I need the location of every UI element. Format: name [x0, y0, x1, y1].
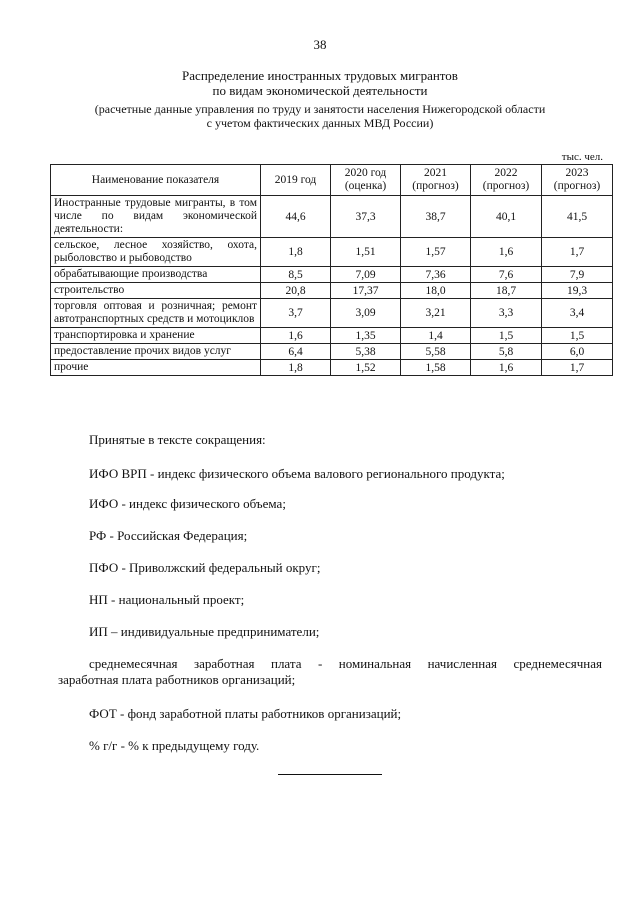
abbreviation-item: заработная плата работников организаций; — [58, 672, 296, 687]
table-cell: 6,0 — [542, 344, 613, 360]
table-cell: 1,7 — [542, 360, 613, 376]
abbreviation-item: среднемесячная заработная плата - номинальная начисленная среднемесячная — [89, 656, 602, 671]
page-number: 38 — [313, 37, 327, 52]
table-row — [51, 360, 613, 376]
table-row — [51, 328, 613, 344]
table-cell: 17,37 — [331, 283, 401, 299]
table-cell: 1,6 — [261, 328, 331, 344]
table-row — [51, 196, 613, 238]
table-cell: 1,35 — [331, 328, 401, 344]
table-cell: 1,4 — [401, 328, 471, 344]
table-cell: 6,4 — [261, 344, 331, 360]
column-header: 2023 (прогноз) — [542, 165, 613, 196]
table-cell: 1,57 — [401, 238, 471, 267]
table-cell: 37,3 — [331, 196, 401, 238]
unit-label: тыс. чел. — [561, 151, 603, 163]
row-label: торговля оптовая и розничная; ремонт автотранспортных средств и мотоциклов — [51, 299, 261, 328]
row-label: транспортировка и хранение — [51, 328, 261, 344]
abbreviation-item: ИФО ВРП - индекс физического объема валового регионального продукта; — [89, 466, 505, 481]
table-row — [51, 267, 613, 283]
document-subtitle — [0, 102, 640, 130]
table-cell: 5,38 — [331, 344, 401, 360]
column-header: Наименование показателя — [51, 165, 261, 196]
column-header: 2021 (прогноз) — [401, 165, 471, 196]
table-cell: 19,3 — [542, 283, 613, 299]
table-cell: 40,1 — [471, 196, 542, 238]
abbreviations-heading: Принятые в тексте сокращения: — [89, 432, 266, 447]
table-cell: 7,36 — [401, 267, 471, 283]
table-cell: 1,6 — [471, 238, 542, 267]
title-line-1: Распределение иностранных трудовых мигрантов — [182, 68, 458, 83]
table-row — [51, 283, 613, 299]
table-cell: 1,58 — [401, 360, 471, 376]
table-cell: 1,7 — [542, 238, 613, 267]
table-cell: 20,8 — [261, 283, 331, 299]
title-line-3: (расчетные данные управления по труду и занятости населения Нижегородской области — [94, 102, 546, 116]
column-header: 2020 год (оценка) — [331, 165, 401, 196]
table-cell: 1,8 — [261, 238, 331, 267]
row-label: сельское, лесное хозяйство, охота, рыболовство и рыбоводство — [51, 238, 261, 267]
table-cell: 3,09 — [331, 299, 401, 328]
row-label: обрабатывающие производства — [51, 267, 261, 283]
table-cell: 3,4 — [542, 299, 613, 328]
table-cell: 38,7 — [401, 196, 471, 238]
table-cell: 3,3 — [471, 299, 542, 328]
abbreviation-item: ФОТ - фонд заработной платы работников организаций; — [89, 706, 402, 721]
table-cell: 7,09 — [331, 267, 401, 283]
table-cell: 1,6 — [471, 360, 542, 376]
table-row — [51, 344, 613, 360]
row-label: предоставление прочих видов услуг — [51, 344, 261, 360]
table-cell: 1,5 — [542, 328, 613, 344]
table-cell: 3,21 — [401, 299, 471, 328]
table-cell: 1,51 — [331, 238, 401, 267]
column-header: 2019 год — [261, 165, 331, 196]
table-cell: 1,52 — [331, 360, 401, 376]
table-cell: 18,0 — [401, 283, 471, 299]
abbreviation-item: НП - национальный проект; — [89, 592, 245, 607]
table-cell: 7,6 — [471, 267, 542, 283]
row-label: строительство — [51, 283, 261, 299]
table-cell: 41,5 — [542, 196, 613, 238]
abbreviation-item: РФ - Российская Федерация; — [89, 528, 248, 543]
table-cell: 3,7 — [261, 299, 331, 328]
table-header-row — [51, 165, 613, 196]
title-line-4: с учетом фактических данных МВД России) — [206, 116, 434, 130]
end-rule — [278, 774, 382, 775]
row-label: Иностранные трудовые мигранты, в том числе по видам экономической деятельности: — [51, 196, 261, 238]
table-cell: 5,58 — [401, 344, 471, 360]
table-row — [51, 299, 613, 328]
abbreviation-item: % г/г - % к предыдущему году. — [89, 738, 260, 753]
table-cell: 7,9 — [542, 267, 613, 283]
migrants-table — [50, 164, 613, 376]
document-title — [0, 68, 640, 98]
table-cell: 1,8 — [261, 360, 331, 376]
table-cell: 18,7 — [471, 283, 542, 299]
abbreviation-item: ИП – индивидуальные предприниматели; — [89, 624, 320, 639]
abbreviation-item: ИФО - индекс физического объема; — [89, 496, 286, 511]
table-cell: 8,5 — [261, 267, 331, 283]
table-row — [51, 238, 613, 267]
table-cell: 1,5 — [471, 328, 542, 344]
row-label: прочие — [51, 360, 261, 376]
title-line-2: по видам экономической деятельности — [212, 83, 428, 98]
column-header: 2022 (прогноз) — [471, 165, 542, 196]
table-cell: 5,8 — [471, 344, 542, 360]
table-cell: 44,6 — [261, 196, 331, 238]
abbreviation-item: ПФО - Приволжский федеральный округ; — [89, 560, 321, 575]
